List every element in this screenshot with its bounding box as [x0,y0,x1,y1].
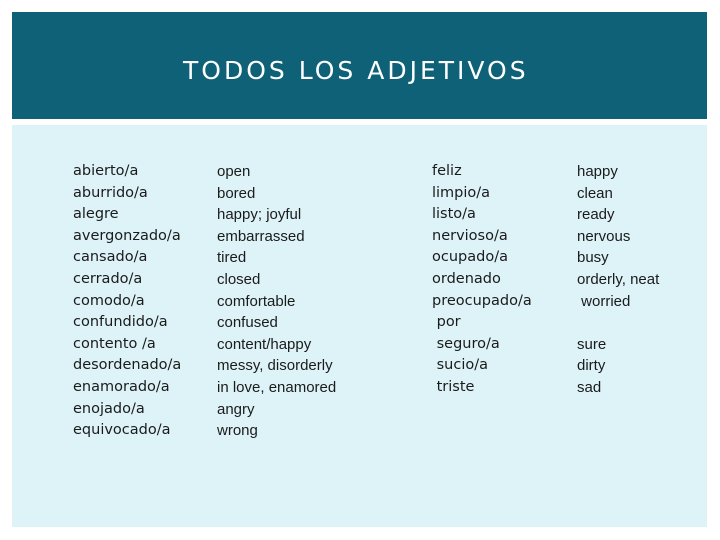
spanish-word: ocupado/a [432,249,508,266]
english-word: dirty [577,357,606,375]
english-word: happy [577,163,618,180]
english-word: orderly, neat [577,270,660,288]
spanish-word: listo/a [432,206,476,223]
english-word: comfortable [217,292,296,310]
english-word: happy; joyful [217,206,302,224]
spanish-word: cerrado/a [73,270,143,287]
spanish-word: equivocado/a [73,422,171,439]
spanish-word: comodo/a [73,292,145,309]
english-word: bored [217,184,256,202]
spanish-word: cansado/a [73,249,148,266]
spanish-word: sucio/a [432,357,488,374]
spanish-word: triste [432,378,475,395]
english-word: in love, enamored [217,378,337,396]
spanish-word: confundido/a [73,314,168,331]
english-column-2 [577,161,659,399]
english-word: busy [577,249,609,267]
spanish-word: nervioso/a [432,227,508,244]
spanish-word: desordenado/a [73,357,182,374]
spanish-word: avergonzado/a [73,227,181,244]
english-word: tired [217,249,247,267]
spanish-word: aburrido/a [73,184,148,201]
english-word: worried [577,292,631,310]
english-word: open [217,163,251,180]
spanish-word: contento /a [73,335,156,352]
english-column-1 [217,161,336,442]
english-word [577,312,659,334]
spanish-word: abierto/a [73,163,139,179]
spanish-word: preocupado/a [432,292,532,309]
english-word: ready [577,206,615,224]
english-word: sad [577,378,602,396]
english-word: content/happy [217,335,312,353]
english-word: angry [217,400,255,418]
spanish-word: limpio/a [432,184,491,201]
english-word: sure [577,335,607,353]
spanish-word: alegre [73,206,119,223]
english-word: embarrassed [217,227,305,245]
english-word: clean [577,184,613,202]
spanish-word: enojado/a [73,400,145,417]
english-word: closed [217,270,261,288]
spanish-column-1 [73,161,181,442]
english-word: wrong [217,422,258,440]
spanish-word: enamorado/a [73,378,170,395]
spanish-word: ordenado [432,270,501,287]
spanish-column-2 [432,161,532,399]
spanish-word: por [432,314,461,331]
spanish-word: seguro/a [432,335,500,352]
slide-title: TODOS LOS ADJETIVOS [183,56,529,85]
english-word: confused [217,314,278,332]
english-word: nervous [577,227,631,245]
english-word: messy, disorderly [217,357,333,375]
spanish-word: feliz [432,163,462,179]
